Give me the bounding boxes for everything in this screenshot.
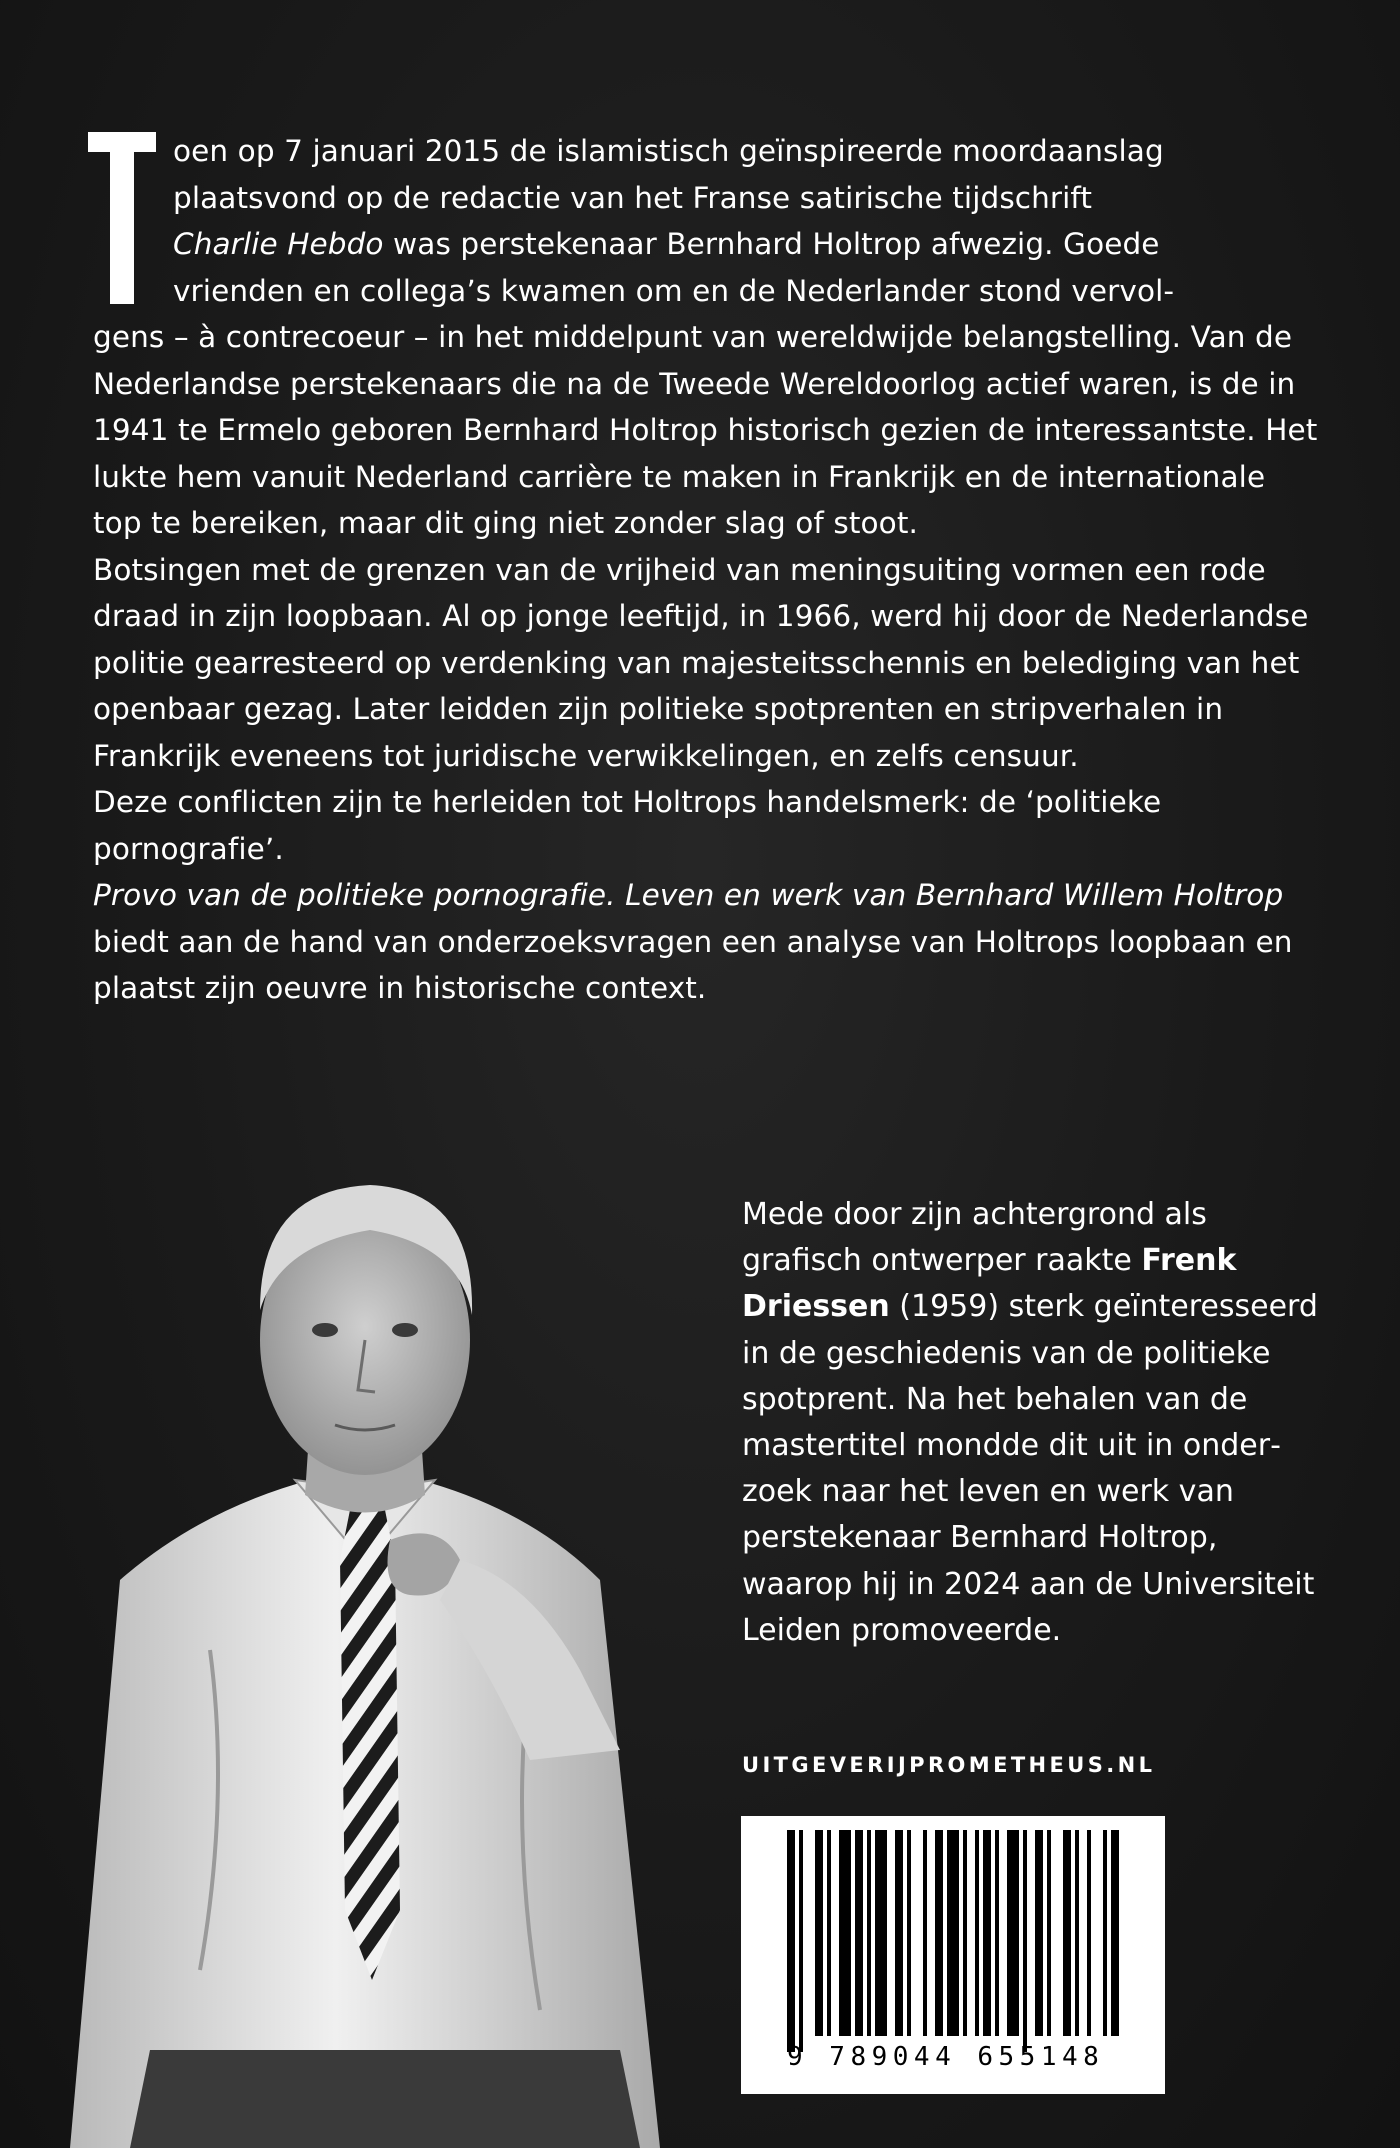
barcode-bar	[1023, 1830, 1027, 2052]
author-photo	[60, 1150, 700, 2148]
barcode-bar	[875, 1830, 887, 2036]
blurb-paragraph-4	[93, 872, 1323, 1012]
bio-intro: Mede door zijn achtergrond als grafisch ontwerper raakte	[742, 1197, 1207, 1279]
blurb-line: oen op 7 januari 2015 de islamistisch geïnspireerde moordaanslag	[173, 134, 1164, 168]
barcode-bar	[1047, 1830, 1051, 2036]
book-title: Provo van de politieke pornografie. Leven en werk van Bernhard Willem Holtrop	[93, 878, 1284, 912]
barcode-bar	[1103, 1830, 1107, 2036]
barcode-bar	[787, 1830, 795, 2052]
author-name: Frenk Driessen	[742, 1243, 1237, 1325]
barcode-bar	[923, 1830, 927, 2036]
blurb-paragraph-2: Botsingen met de grenzen van de vrijheid van meningsuiting vormen een rode draad in zijn loopbaan. Al op jonge leeftijd, in 1966, werd hij door de Nederlandse politie gearresteerd op verdenking van majesteitsschennis en belediging van het openbaar gezag. Later leidden zijn politieke spotprenten en stripverhalen in Frankrijk eveneens tot juridische verwikkelingen, en zelfs censuur.	[93, 552, 1309, 773]
blurb-text	[93, 128, 1323, 1012]
barcode-bar	[1035, 1830, 1043, 2036]
barcode-bar	[947, 1830, 959, 2036]
isbn-number: 9 789044 655148	[787, 2042, 1105, 2072]
blurb-line: was perstekenaar Bernhard Holtrop afwezig. Goede	[383, 227, 1160, 261]
barcode-bar	[983, 1830, 991, 2036]
barcode-bar	[1007, 1830, 1019, 2036]
barcode-bar	[1075, 1830, 1079, 2036]
barcode	[741, 1816, 1165, 2094]
bio-rest: (1959) sterk geïnteresseerd in de geschiedenis van de politieke spotprent. Na het behalen van de mastertitel mondde dit uit in onderzoek naar het leven en werk van perstekenaar Bernhard Holtrop, waarop hij in 2024 aan de Universiteit Leiden promoveerde.	[742, 1289, 1318, 1648]
barcode-bar	[1063, 1830, 1071, 2036]
barcode-bar	[963, 1830, 967, 2036]
barcode-bar	[907, 1830, 911, 2036]
blurb-indented-lines	[93, 128, 1323, 314]
barcode-bar	[895, 1830, 903, 2036]
blurb-line: vrienden en collega’s kwamen om en de Nederlander stond vervol-	[173, 273, 1175, 308]
barcode-bar	[827, 1830, 831, 2036]
barcode-bar	[815, 1830, 823, 2036]
blurb-paragraph-1-rest: gens – à contrecoeur – in het middelpunt van wereldwijde belangstelling. Van de Nederlandse perstekenaars die na de Tweede Wereldoorlog actief waren, is de in 1941 te Ermelo geboren Bernhard Holtrop historisch gezien de interessantste. Het lukte hem vanuit Nederland carrière te maken in Frankrijk en de internationale top te bereiken, maar dit ging niet zonder slag of stoot.	[93, 320, 1318, 540]
barcode-bar	[1087, 1830, 1091, 2036]
blurb-line: plaatsvond op de redactie van het Franse satirische tijdschrift	[173, 180, 1093, 215]
blurb-paragraph-4-rest: biedt aan de hand van onderzoeksvragen een analyse van Holtrops loopbaan en plaatst zijn oeuvre in historische context.	[93, 924, 1293, 1005]
barcode-bar	[935, 1830, 943, 2036]
blurb-paragraph-3: Deze conflicten zijn te herleiden tot Holtrops handelsmerk: de ‘politieke pornografie’.	[93, 785, 1162, 866]
blurb-paragraph-1	[93, 128, 1323, 547]
barcode-bar	[867, 1830, 871, 2036]
magazine-title: Charlie Hebdo	[173, 227, 384, 261]
barcode-bar	[995, 1830, 999, 2036]
barcode-bar	[839, 1830, 851, 2036]
publisher-website: UITGEVERIJPROMETHEUS.NL	[742, 1753, 1156, 1777]
bio-paragraph	[742, 1192, 1332, 1654]
author-bio	[742, 1192, 1332, 1654]
barcode-bar	[975, 1830, 979, 2036]
barcode-bar	[799, 1830, 803, 2052]
barcode-bar	[1111, 1830, 1119, 2036]
barcode-bar	[855, 1830, 863, 2036]
